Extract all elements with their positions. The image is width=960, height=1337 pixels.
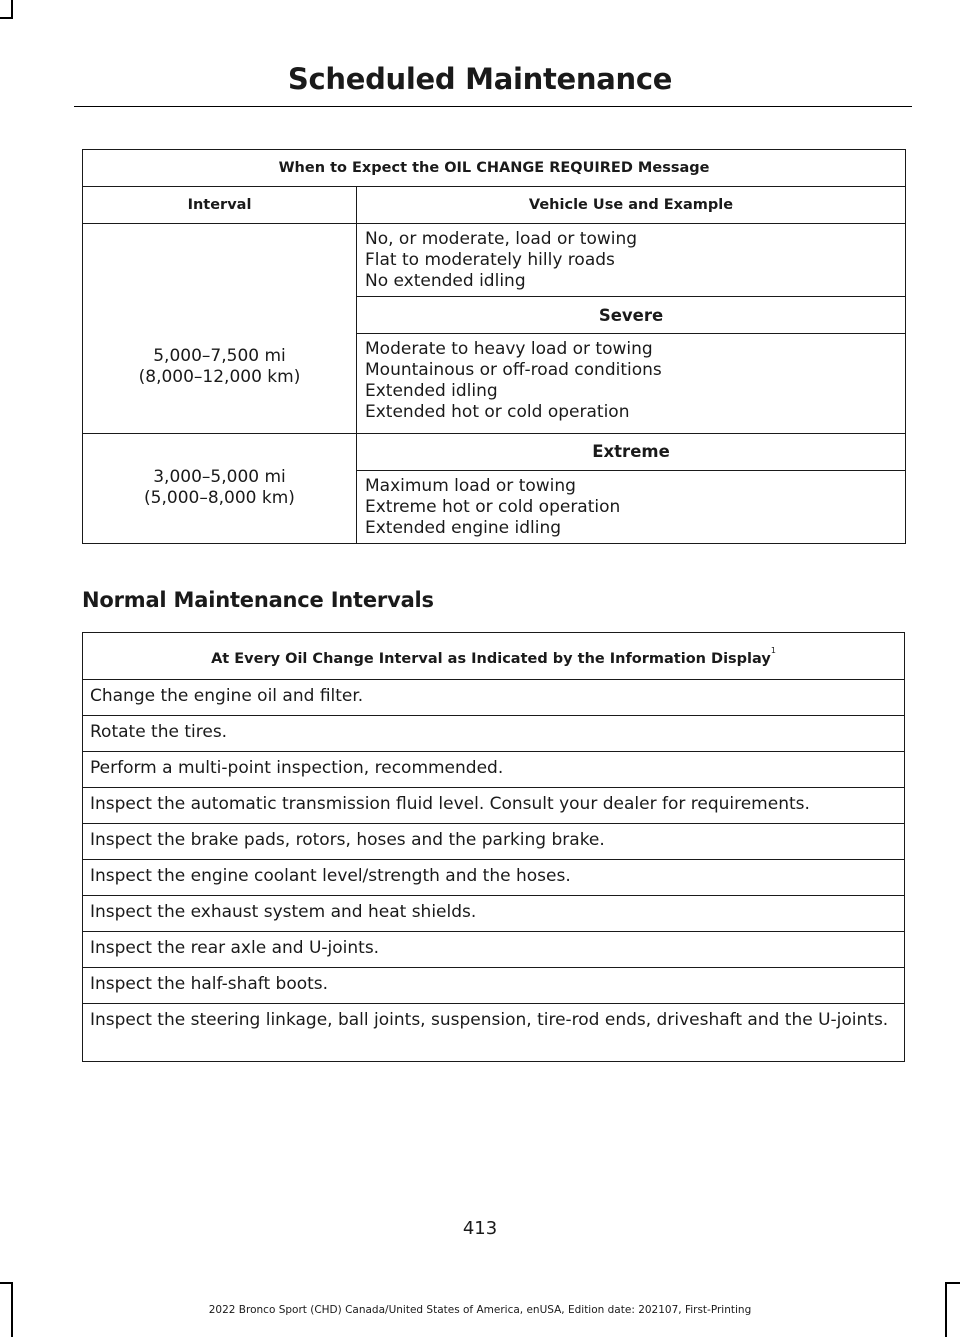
vehicle-use-normal — [357, 224, 906, 297]
table-row: Inspect the brake pads, rotors, hoses and the parking brake. — [83, 824, 905, 860]
use-line: Maximum load or towing — [365, 475, 576, 496]
crop-mark-top-left — [0, 17, 13, 19]
footnote-mark: 1 — [770, 645, 776, 655]
oil-change-message-table — [82, 149, 906, 544]
column-header-interval: Interval — [83, 187, 357, 224]
interval-cell-extreme — [83, 433, 357, 543]
table-caption: When to Expect the OIL CHANGE REQUIRED Message — [83, 150, 906, 187]
use-line: No extended idling — [365, 271, 526, 291]
table-row: Inspect the half-shaft boots. — [83, 968, 905, 1004]
crop-mark-bottom-left — [0, 1282, 13, 1284]
interval-miles: 3,000–5,000 mi — [153, 467, 286, 487]
interval-cell-normal — [83, 224, 357, 334]
crop-mark-bottom-right — [945, 1282, 960, 1284]
table-row: Inspect the exhaust system and heat shields. — [83, 896, 905, 932]
category-severe: Severe — [357, 297, 906, 334]
section-heading: Normal Maintenance Intervals — [82, 588, 434, 612]
table-row: Inspect the rear axle and U-joints. — [83, 932, 905, 968]
title-divider — [74, 106, 912, 107]
vehicle-use-severe — [357, 334, 906, 434]
page-title: Scheduled Maintenance — [287, 62, 673, 96]
use-line: Extended idling — [365, 381, 498, 401]
table-row: Inspect the engine coolant level/strength and the hoses. — [83, 860, 905, 896]
table-row: Rotate the tires. — [83, 716, 905, 752]
interval-km: (8,000–12,000 km) — [138, 367, 301, 387]
interval-km: (5,000–8,000 km) — [144, 488, 295, 508]
use-line: Extreme hot or cold operation — [365, 496, 621, 517]
interval-cell-severe — [83, 334, 357, 434]
vehicle-use-extreme — [357, 470, 906, 543]
table-row: Perform a multi-point inspection, recommended. — [83, 752, 905, 788]
table-row: Inspect the steering linkage, ball joints, suspension, tire-rod ends, driveshaft and the U-joints. — [83, 1004, 905, 1062]
crop-mark-top-left — [11, 0, 13, 18]
use-line: Extended hot or cold operation — [365, 402, 630, 422]
use-line: Moderate to heavy load or towing — [365, 339, 653, 359]
use-line: No, or moderate, load or towing — [365, 229, 638, 249]
use-line: Extended engine idling — [365, 517, 562, 538]
interval-miles: 5,000–7,500 mi — [153, 346, 286, 366]
edition-footer: 2022 Bronco Sport (CHD) Canada/United States of America, enUSA, Edition date: 202107, First-Printing — [208, 1304, 752, 1316]
oil-change-interval-table — [82, 632, 905, 1062]
oil-table-header — [83, 633, 905, 680]
category-extreme: Extreme — [357, 433, 906, 470]
table-row: Inspect the automatic transmission fluid level. Consult your dealer for requirements. — [83, 788, 905, 824]
use-line: Flat to moderately hilly roads — [365, 250, 615, 270]
page-number: 413 — [462, 1218, 498, 1239]
use-line: Mountainous or off-road conditions — [365, 360, 662, 380]
column-header-vehicle-use: Vehicle Use and Example — [357, 187, 906, 224]
oil-table-header-text: At Every Oil Change Interval as Indicated by the Information Display — [211, 650, 771, 667]
table-row: Change the engine oil and filter. — [83, 680, 905, 716]
